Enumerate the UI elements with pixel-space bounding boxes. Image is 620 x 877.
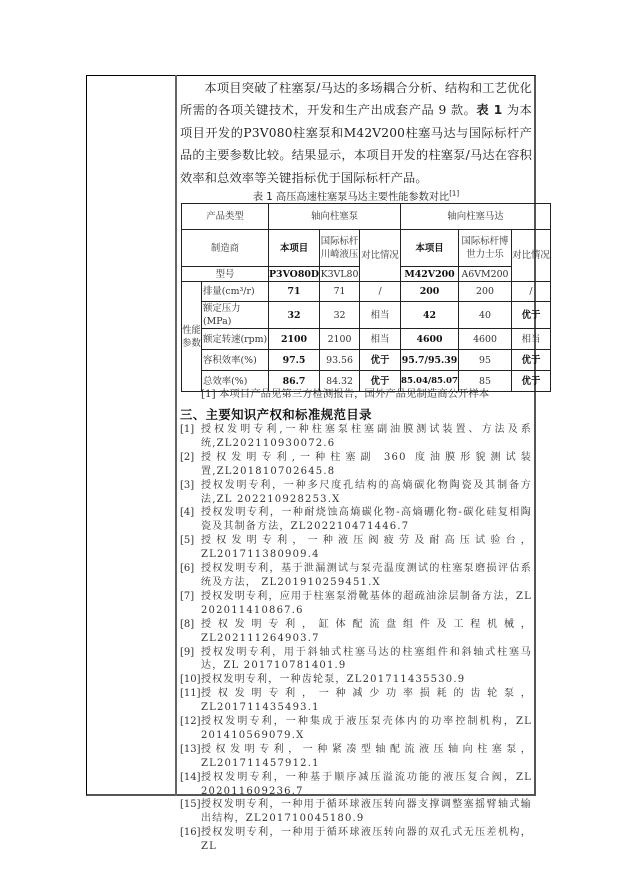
list-item xyxy=(180,590,532,618)
ref-text: 授权发明专利，一种用于循环球液压转向器的双孔式无压差机构，ZL xyxy=(201,827,532,853)
ref-text: 授权发明专利，缸体配流盘组件及工程机械，ZL202111264903.7 xyxy=(201,618,532,644)
ref-number: [7] xyxy=(180,590,195,602)
list-item xyxy=(180,451,532,479)
motor-bench-value: 4600 xyxy=(459,329,512,350)
motor-bench-model: A6VM200 xyxy=(459,267,512,282)
motor-compare-value: 优于 xyxy=(512,350,551,371)
motor-bench-value: 85 xyxy=(459,371,512,392)
motor-self-value: 4600 xyxy=(401,329,459,350)
caption-ref: [1] xyxy=(449,189,460,198)
product-type-label: 产品类型 xyxy=(182,204,269,230)
pump-compare-header: 对比情况 xyxy=(360,230,401,282)
param-name: 总效率(%) xyxy=(202,371,269,392)
pump-self-value: 32 xyxy=(269,302,320,329)
list-item xyxy=(180,423,532,451)
motor-compare-value: 相当 xyxy=(512,329,551,350)
section-heading: 三、主要知识产权和标准规范目录 xyxy=(180,408,372,422)
pump-group-header: 轴向柱塞泵 xyxy=(269,204,401,230)
pump-bench-header: 国际标杆川崎液压 xyxy=(320,230,360,267)
manufacturer-label: 制造商 xyxy=(182,230,269,267)
motor-bench-value: 95 xyxy=(459,350,512,371)
group-label: 性能参数 xyxy=(182,282,202,392)
table-footnote: [1] 本项目产品见第三方检测报告，国外产品见制造商公开样本 xyxy=(201,388,490,400)
pump-self-value: 2100 xyxy=(269,329,320,350)
list-item xyxy=(180,798,532,826)
ref-number: [5] xyxy=(180,535,195,547)
ref-number: [16] xyxy=(180,827,201,839)
ref-text: 授权发明专利，一种集成于液压泵壳体内的功率控制机构，ZL 201410569079.X xyxy=(201,716,532,741)
param-name: 额定转速(rpm) xyxy=(202,329,269,350)
list-item xyxy=(180,618,532,646)
pump-compare-value: 相当 xyxy=(360,302,401,329)
caption-text: 表 1 高压高速柱塞泵马达主要性能参数对比 xyxy=(252,192,450,203)
motor-self-value: 85.04/85.07 xyxy=(401,371,459,392)
motor-self-value: 42 xyxy=(401,302,459,329)
intro-text-cont: 为本项目开发的P3V080柱塞泵和M42V200柱塞马达与国际标杆产品的主要参数比较。结果显示，本项目开发的柱塞泵/马达在容积效率和总效率等关键指标优于国际标杆产品。 xyxy=(180,103,532,185)
pump-self-value: 97.5 xyxy=(269,350,320,371)
ref-number: [4] xyxy=(180,507,195,519)
pump-bench-value: 93.56 xyxy=(320,350,360,371)
ref-text: 授权发明专利，一种多尺度孔结构的高熵碳化物陶瓷及其制备方法,ZL 202210928253.X xyxy=(201,479,532,505)
list-item xyxy=(180,646,532,674)
ref-number: [2] xyxy=(180,451,195,463)
motor-group-header: 轴向柱塞马达 xyxy=(401,204,551,230)
list-item xyxy=(180,506,532,534)
pump-compare-value: 优于 xyxy=(360,350,401,371)
list-item xyxy=(180,687,532,715)
model-label: 型号 xyxy=(182,267,269,282)
ref-text: 授权发明专利，一种基于顺序减压溢流功能的液压复合阀，ZL 202011609236.7 xyxy=(201,771,532,797)
pump-bench-value: 32 xyxy=(320,302,360,329)
table-row xyxy=(182,350,551,371)
ref-text: 授权发明专利,一种柱塞泵柱塞副油膜测试装置、方法及系统,ZL202110930072.6 xyxy=(201,424,532,449)
list-item xyxy=(180,715,532,743)
ref-number: [9] xyxy=(180,646,195,658)
intro-paragraph xyxy=(180,77,532,189)
ref-text: 授权发明专利，应用于柱塞泵滑靴基体的超疏油涂层制备方法，ZL 202011410867.6 xyxy=(201,590,532,616)
table-row xyxy=(182,329,551,350)
motor-self-model: M42V200 xyxy=(401,267,459,282)
ref-number: [3] xyxy=(180,479,195,491)
ref-text: 授权发明专利，用于斜轴式柱塞马达的柱塞组件和斜轴式柱塞马达，ZL 201710781401.9 xyxy=(201,646,532,672)
pump-self-value: 86.7 xyxy=(269,371,320,392)
param-name: 排量(cm³/r) xyxy=(202,282,269,302)
ref-text: 授权发明专利,一种柱塞副 360 度油膜形貌测试装置,ZL201810702645.8 xyxy=(201,451,532,477)
pump-self-model: P3VO80D xyxy=(269,268,320,280)
list-item xyxy=(180,534,532,562)
param-name: 容积效率(%) xyxy=(202,350,269,371)
motor-bench-header: 国际标杆博世力士乐 xyxy=(459,230,512,267)
ref-number: [8] xyxy=(180,618,195,630)
list-item xyxy=(180,826,532,854)
pump-self-header: 本项目 xyxy=(269,230,320,267)
ref-text: 授权发明专利，基于泄漏测试与泵壳温度测试的柱塞泵磨损评估系统及方法， ZL201910259451.X xyxy=(201,563,532,588)
table-caption xyxy=(180,188,532,203)
list-item xyxy=(180,771,532,799)
list-item xyxy=(180,673,532,687)
table-row xyxy=(182,302,551,329)
motor-self-header: 本项目 xyxy=(401,230,459,267)
main-content xyxy=(180,77,532,189)
motor-self-value: 95.7/95.39 xyxy=(401,350,459,371)
ref-text: 授权发明专利，一种液压阀疲劳及耐高压试验台，ZL201711380909.4 xyxy=(201,535,532,561)
ref-number: [10] xyxy=(180,674,201,686)
param-name: 额定压力(MPa) xyxy=(202,302,269,329)
ref-text: 授权发明专利，一种紧凑型轴配流液压轴向柱塞泵，ZL201711457912.1 xyxy=(201,743,532,769)
ref-number: [13] xyxy=(180,743,201,755)
pump-compare-value: 优于 xyxy=(360,371,401,392)
ref-text: 授权发明专利，一种减少功率损耗的齿轮泵，ZL201711435493.1 xyxy=(201,688,532,714)
pump-compare-value: 相当 xyxy=(360,329,401,350)
ref-number: [15] xyxy=(180,799,201,811)
motor-compare-header: 对比情况 xyxy=(512,230,551,282)
comparison-table xyxy=(181,203,551,392)
ref-number: [6] xyxy=(180,563,195,575)
column-divider xyxy=(175,75,177,796)
table-ref-bold: 表 1 xyxy=(476,103,503,118)
pump-bench-model: K3VL80 xyxy=(320,268,359,280)
motor-self-value: 200 xyxy=(401,282,459,302)
pump-bench-value: 84.32 xyxy=(320,371,360,392)
ref-number: [12] xyxy=(180,716,201,728)
pump-bench-value: 71 xyxy=(320,282,360,302)
header-row-manufacturer xyxy=(182,230,551,267)
motor-bench-value: 40 xyxy=(459,302,512,329)
ref-number: [1] xyxy=(180,424,195,435)
pump-bench-value: 2100 xyxy=(320,329,360,350)
ref-number: [14] xyxy=(180,771,201,783)
list-item xyxy=(180,479,532,507)
table-row xyxy=(182,282,551,302)
pump-self-value: 71 xyxy=(269,282,320,302)
header-row-type xyxy=(182,204,551,230)
motor-compare-value: / xyxy=(512,282,551,302)
list-item xyxy=(180,743,532,771)
ref-number: [11] xyxy=(180,688,201,700)
ref-text: 授权发明专利，一种用于循环球液压转向器支撑调整塞摇臂轴式输出结构，ZL201710045180.9 xyxy=(201,799,532,825)
intro-text: 本项目突破了柱塞泵/马达的多场耦合分析、结构和工艺优化所需的各项关键技术，开发和生产出成套产品 9 款。 xyxy=(180,81,532,118)
reference-list xyxy=(180,423,532,854)
pump-compare-value: / xyxy=(360,282,401,302)
motor-compare-value: 优于 xyxy=(512,371,551,392)
motor-compare-value: 优于 xyxy=(512,302,551,329)
ref-text: 授权发明专利，一种齿轮泵，ZL201711435530.9 xyxy=(201,674,466,686)
list-item xyxy=(180,562,532,590)
motor-bench-value: 200 xyxy=(459,282,512,302)
ref-text: 授权发明专利，一种耐烧蚀高熵碳化物-高熵硼化物-碳化硅复相陶瓷及其制备方法，ZL202210471446.7 xyxy=(201,507,532,533)
